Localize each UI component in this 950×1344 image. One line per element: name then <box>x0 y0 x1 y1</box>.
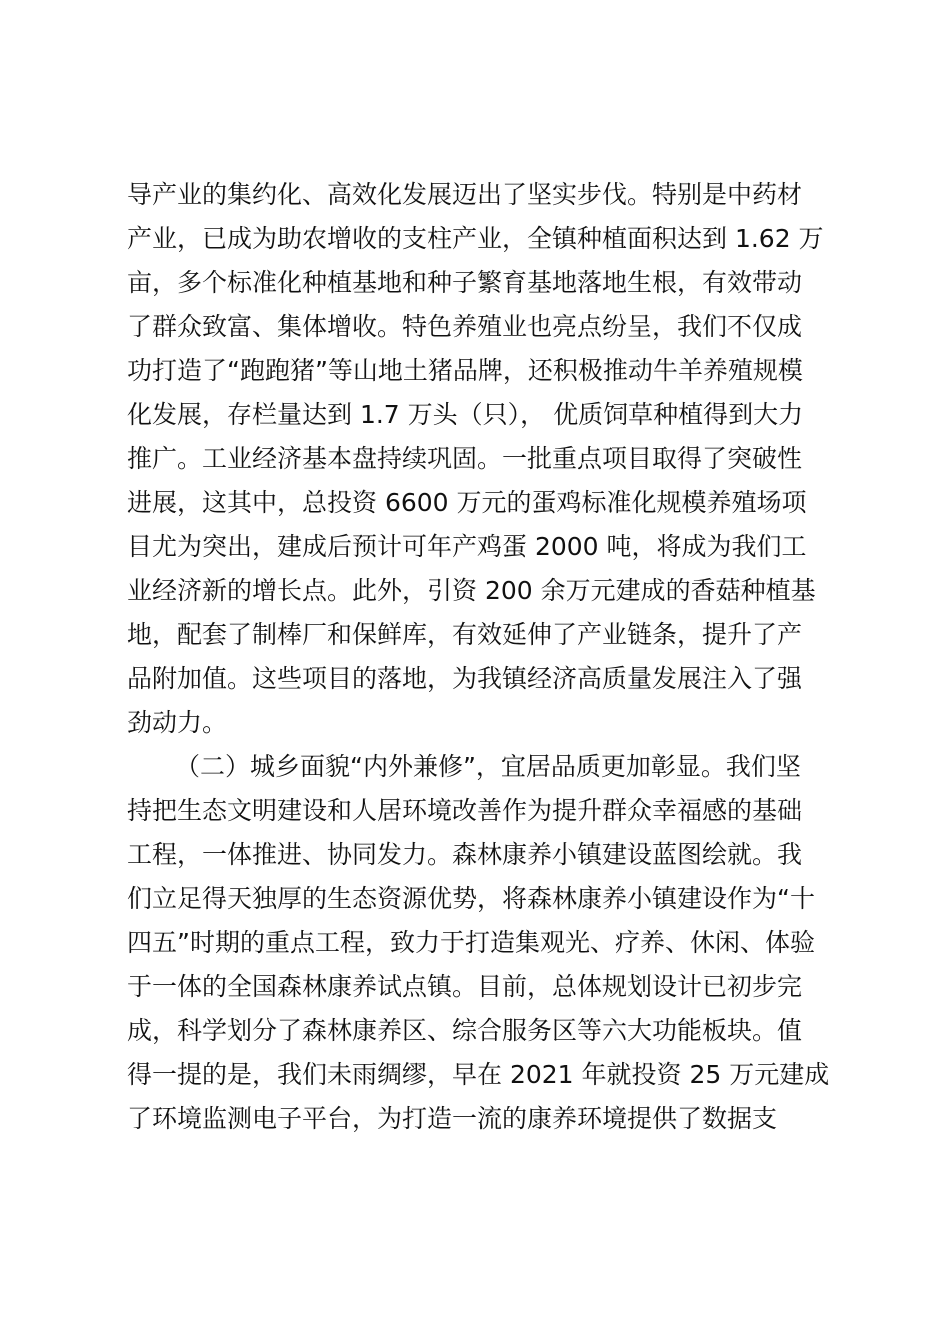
text-line: 亩，多个标准化种植基地和种子繁育基地落地生根，有效带动 <box>127 268 803 297</box>
body-text <box>127 173 847 1141</box>
text-line: 们立足得天独厚的生态资源优势，将森林康养小镇建设作为“十 <box>127 884 815 913</box>
text-line: 劲动力。 <box>127 708 228 737</box>
text-line: 目尤为突出，建成后预计可年产鸡蛋 2000 吨，将成为我们工 <box>127 532 807 561</box>
text-line: 持把生态文明建设和人居环境改善作为提升群众幸福感的基础 <box>127 796 803 825</box>
text-line: 功打造了“跑跑猪”等山地土猪品牌，还积极推动牛羊养殖规模 <box>127 356 803 385</box>
text-line: 得一提的是，我们未雨绸缪，早在 2021 年就投资 25 万元建成 <box>127 1060 830 1089</box>
text-line: 产业，已成为助农增收的支柱产业，全镇种植面积达到 1.62 万 <box>127 224 824 253</box>
text-line: 四五”时期的重点工程，致力于打造集观光、疗养、休闲、体验 <box>127 928 815 957</box>
text-line: 化发展，存栏量达到 1.7 万头（只）， 优质饲草种植得到大力 <box>127 400 804 429</box>
text-line: 工程，一体推进、协同发力。森林康养小镇建设蓝图绘就。我 <box>127 840 803 869</box>
text-line: 成，科学划分了森林康养区、综合服务区等六大功能板块。值 <box>127 1016 803 1045</box>
text-line: 业经济新的增长点。此外，引资 200 余万元建成的香菇种植基 <box>127 576 816 605</box>
text-line: 推广。工业经济基本盘持续巩固。一批重点项目取得了突破性 <box>127 444 803 473</box>
text-line: 进展，这其中，总投资 6600 万元的蛋鸡标准化规模养殖场项 <box>127 488 807 517</box>
text-line: 品附加值。这些项目的落地，为我镇经济高质量发展注入了强 <box>127 664 803 693</box>
text-line: 于一体的全国森林康养试点镇。目前，总体规划设计已初步完 <box>127 972 803 1001</box>
text-line: 导产业的集约化、高效化发展迈出了坚实步伐。特别是中药材 <box>127 180 803 209</box>
text-line: 地，配套了制棒厂和保鲜库，有效延伸了产业链条，提升了产 <box>127 620 803 649</box>
text-line: 了群众致富、集体增收。特色养殖业也亮点纷呈，我们不仅成 <box>127 312 803 341</box>
paragraph-heading-line: （二）城乡面貌“内外兼修”，宜居品质更加彰显。我们坚 <box>175 752 801 781</box>
text-line: 了环境监测电子平台，为打造一流的康养环境提供了数据支 <box>127 1104 778 1133</box>
